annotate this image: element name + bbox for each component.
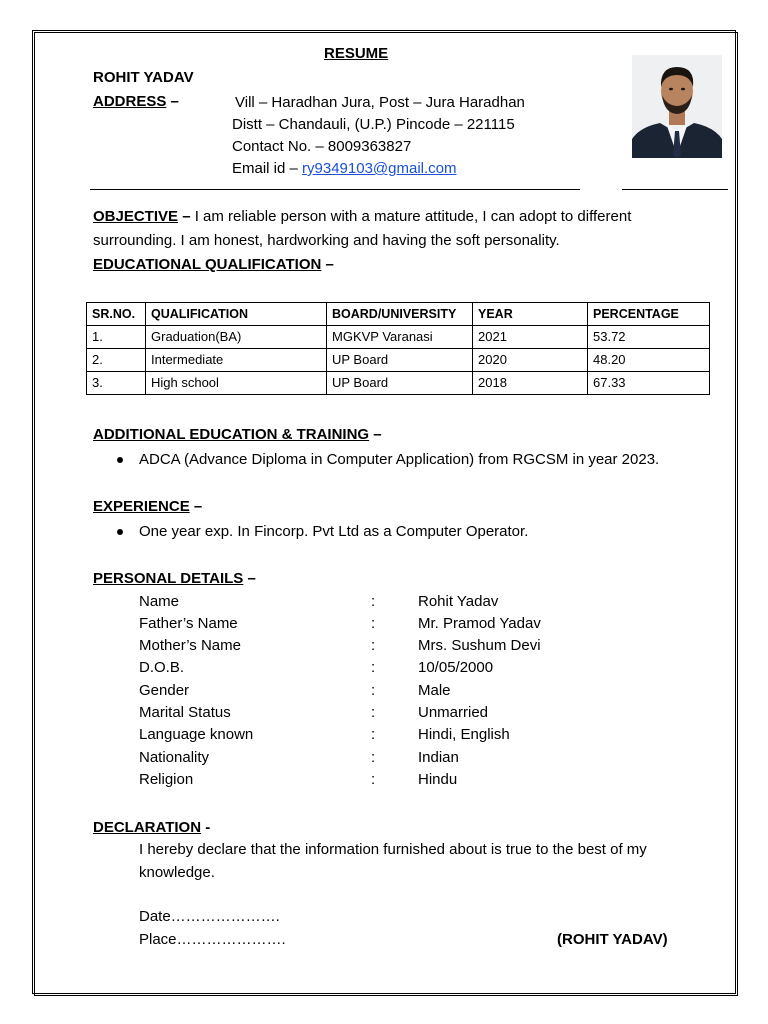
education-heading: [93, 255, 334, 275]
bullet-icon: [117, 529, 123, 535]
personal-row: [0, 748, 768, 768]
address-dash: –: [166, 93, 179, 110]
cell-board: MGKVP Varanasi: [327, 326, 473, 349]
col-srno: SR.NO.: [87, 303, 146, 326]
personal-row-colon: :: [371, 704, 376, 721]
personal-row-value: Male: [418, 682, 451, 699]
personal-row-colon: :: [371, 659, 376, 676]
cell-year: 2021: [473, 326, 588, 349]
education-table: [86, 302, 710, 395]
cell-qualification: Intermediate: [146, 349, 327, 372]
objective-text-1: I am reliable person with a mature attitude, I can adopt to different: [190, 208, 632, 225]
cell-percentage: 53.72: [588, 326, 710, 349]
cell-srno: 3.: [87, 372, 146, 395]
contact-number: Contact No. – 8009363827: [232, 138, 412, 155]
personal-row-value: Rohit Yadav: [418, 593, 499, 610]
table-header-row: [87, 303, 710, 326]
personal-row: [0, 725, 768, 745]
personal-row-colon: :: [371, 682, 376, 699]
personal-row-label: Father’s Name: [139, 615, 238, 632]
personal-row-label: Marital Status: [139, 704, 231, 721]
personal-row-label: Name: [139, 593, 180, 610]
cell-qualification: High school: [146, 372, 327, 395]
address-line-1: Vill – Haradhan Jura, Post – Jura Haradhan: [235, 94, 525, 111]
email-link[interactable]: ry9349103@gmail.com: [302, 160, 457, 177]
personal-dash: –: [243, 570, 256, 587]
personal-row: [0, 703, 768, 723]
resume-title: RESUME: [324, 45, 389, 62]
email-line: [232, 159, 457, 179]
additional-label: ADDITIONAL EDUCATION & TRAINING: [93, 426, 370, 443]
declaration-line-1: I hereby declare that the information furnished about is true to the best of my: [139, 841, 647, 858]
divider-left: [90, 189, 580, 190]
table-row: [87, 372, 710, 395]
personal-row-colon: :: [371, 771, 376, 788]
objective-line-2: surrounding. I am honest, hardworking and having the soft personality.: [93, 232, 560, 249]
personal-row: [0, 770, 768, 790]
personal-row-colon: :: [371, 615, 376, 632]
cell-year: 2020: [473, 349, 588, 372]
personal-row-colon: :: [371, 637, 376, 654]
address-heading: [93, 92, 179, 112]
divider-right: [622, 189, 728, 190]
candidate-name: ROHIT YADAV: [93, 69, 194, 86]
col-percentage: PERCENTAGE: [588, 303, 710, 326]
personal-row-label: Language known: [139, 726, 254, 743]
education-dash: –: [321, 256, 334, 273]
col-year: YEAR: [473, 303, 588, 326]
cell-percentage: 48.20: [588, 349, 710, 372]
additional-heading: [93, 425, 382, 445]
declaration-heading: [93, 818, 210, 838]
personal-row: [0, 658, 768, 678]
personal-row: [0, 681, 768, 701]
cell-qualification: Graduation(BA): [146, 326, 327, 349]
personal-row-value: 10/05/2000: [418, 659, 494, 676]
personal-row-value: Indian: [418, 749, 459, 766]
personal-label: PERSONAL DETAILS: [93, 570, 244, 587]
address-label: ADDRESS: [93, 93, 167, 110]
objective-label: OBJECTIVE: [93, 208, 179, 225]
col-qualification: QUALIFICATION: [146, 303, 327, 326]
objective-line-1: [93, 207, 631, 227]
place-field: Place………………….: [139, 931, 286, 948]
cell-board: UP Board: [327, 349, 473, 372]
email-prefix: Email id –: [232, 160, 303, 177]
personal-row-value: Mr. Pramod Yadav: [418, 615, 541, 632]
education-label: EDUCATIONAL QUALIFICATION: [93, 256, 322, 273]
cell-srno: 2.: [87, 349, 146, 372]
personal-row: [0, 592, 768, 612]
personal-heading: [93, 569, 256, 589]
cell-board: UP Board: [327, 372, 473, 395]
additional-item: ADCA (Advance Diploma in Computer Application) from RGCSM in year 2023.: [139, 451, 660, 468]
experience-dash: –: [189, 498, 203, 515]
declaration-label: DECLARATION: [93, 819, 202, 836]
personal-row-value: Unmarried: [418, 704, 489, 721]
signature-name: (ROHIT YADAV): [557, 931, 668, 948]
personal-row-label: Gender: [139, 682, 190, 699]
address-line-2: Distt – Chandauli, (U.P.) Pincode – 221115: [232, 116, 515, 133]
personal-row-colon: :: [371, 726, 376, 743]
personal-row-label: Religion: [139, 771, 194, 788]
experience-heading: [93, 497, 202, 517]
experience-label: EXPERIENCE: [93, 498, 190, 515]
declaration-dash: -: [201, 819, 211, 836]
col-board: BOARD/UNIVERSITY: [327, 303, 473, 326]
experience-item: One year exp. In Fincorp. Pvt Ltd as a Computer Operator.: [139, 523, 529, 540]
additional-dash: –: [369, 426, 382, 443]
personal-row: [0, 636, 768, 656]
cell-percentage: 67.33: [588, 372, 710, 395]
table-row: [87, 326, 710, 349]
personal-row-label: Nationality: [139, 749, 210, 766]
personal-row-value: Hindi, English: [418, 726, 510, 743]
bullet-icon: [117, 457, 123, 463]
personal-row-value: Mrs. Sushum Devi: [418, 637, 541, 654]
personal-row-value: Hindu: [418, 771, 458, 788]
cell-year: 2018: [473, 372, 588, 395]
objective-dash: –: [178, 208, 191, 225]
table-row: [87, 349, 710, 372]
personal-row-label: Mother’s Name: [139, 637, 241, 654]
date-field: Date………………….: [139, 908, 280, 925]
personal-row: [0, 614, 768, 634]
personal-row-colon: :: [371, 593, 376, 610]
personal-row-label: D.O.B.: [139, 659, 185, 676]
cell-srno: 1.: [87, 326, 146, 349]
declaration-line-2: knowledge.: [139, 864, 215, 881]
profile-photo: [632, 55, 722, 158]
personal-row-colon: :: [371, 749, 376, 766]
